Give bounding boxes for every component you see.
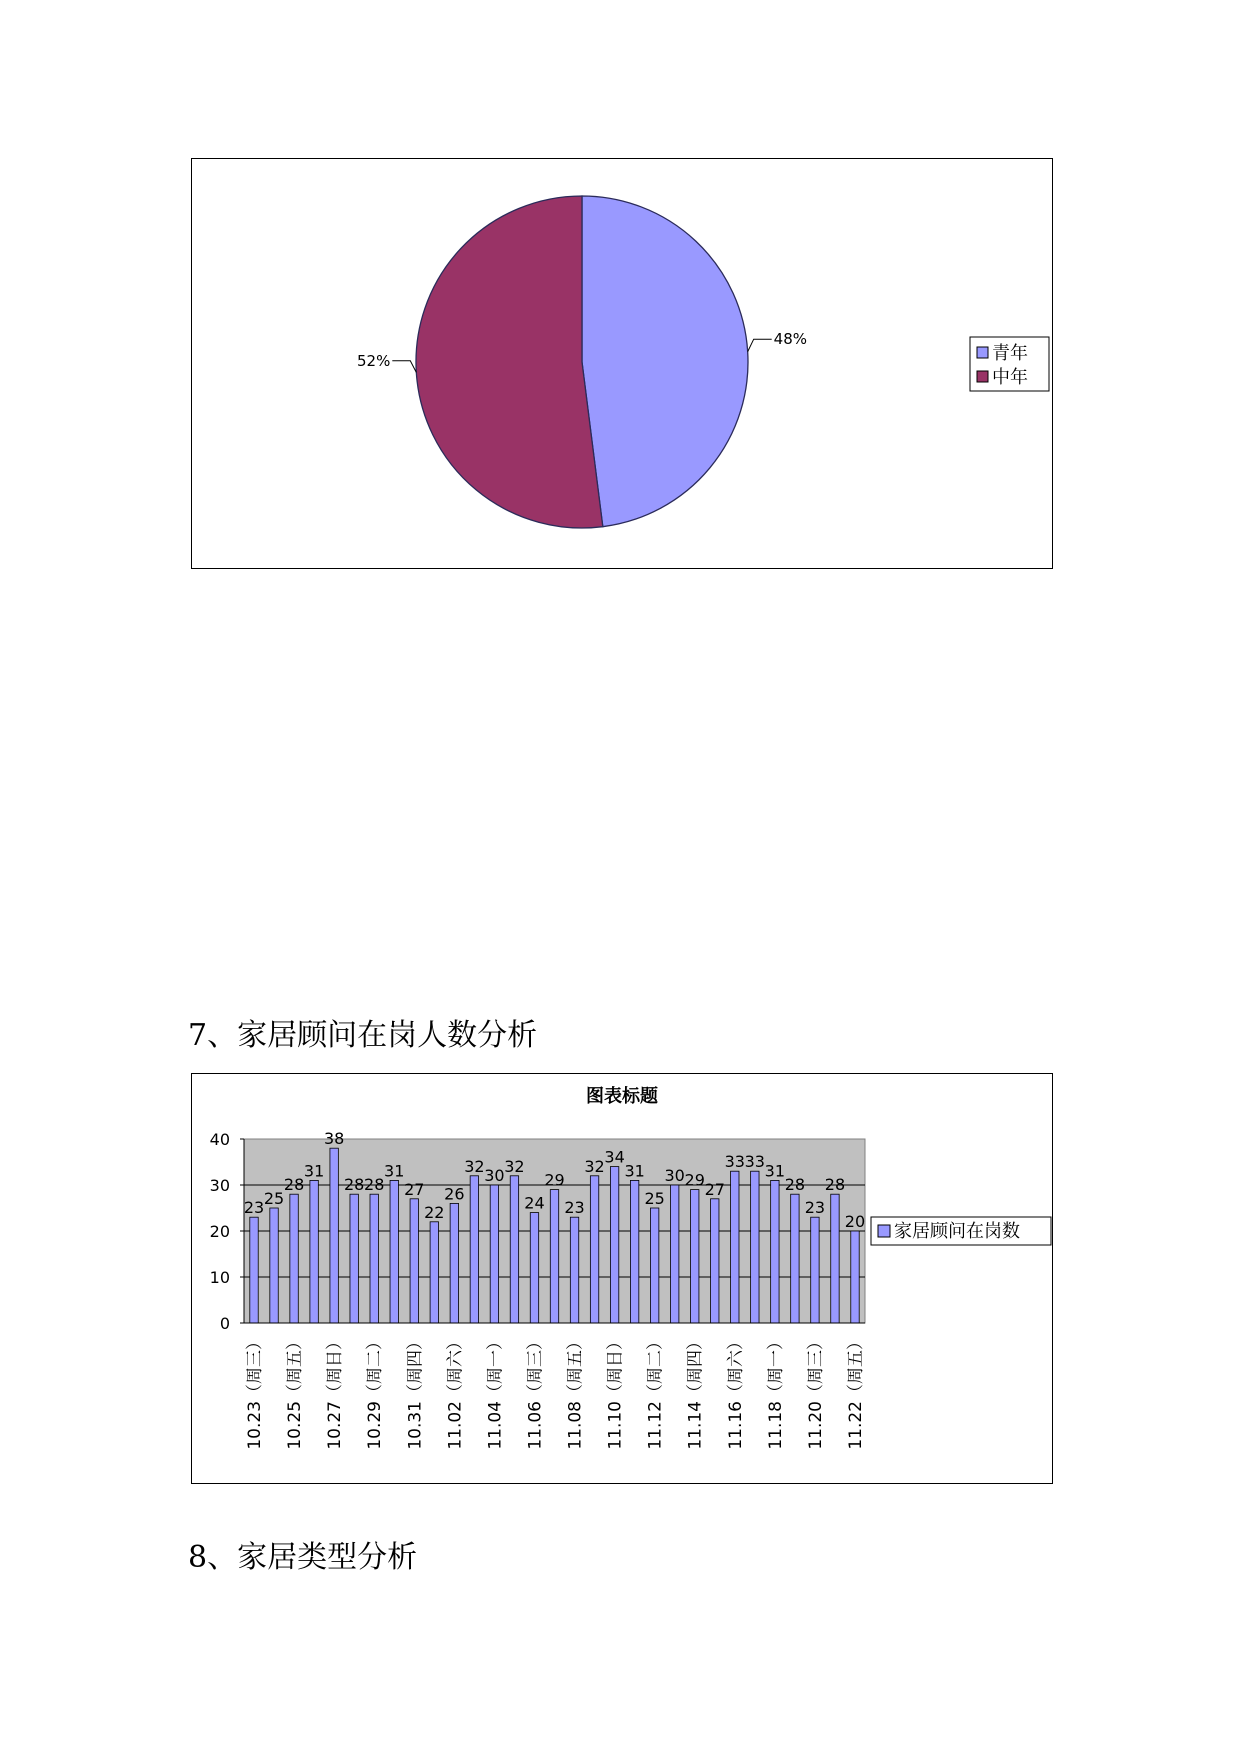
data-label-1: 25 [263,1189,285,1208]
data-label-13: 32 [504,1156,525,1176]
bar-20 [650,1208,658,1323]
data-label-9: 22 [424,1202,445,1222]
x-category-label-12: 11.16（周六） [725,1333,746,1450]
data-label-30: 20 [844,1212,866,1231]
data-label-16: 23 [564,1198,585,1218]
section-heading-8: 8、家居类型分析 [188,1540,418,1575]
y-tick-label-3: 30 [209,1176,230,1195]
pie-slice-label-1: 52% [356,351,391,370]
data-label-15: 29 [544,1170,565,1190]
bar-11 [470,1176,478,1323]
pie-slice-1 [416,196,603,528]
bar-14 [530,1213,538,1323]
y-tick-label-1: 10 [209,1268,230,1287]
pie-leader-line-0 [748,339,772,351]
bar-8 [410,1199,418,1323]
bar-30 [851,1231,859,1323]
bar-29 [831,1194,839,1323]
data-label-27: 28 [784,1175,806,1195]
bar-17 [590,1176,598,1323]
x-category-label-14: 11.20（周三） [805,1333,826,1450]
bar-22 [691,1190,699,1323]
pie-slice-label-0: 48% [773,330,808,349]
bar-25 [751,1171,759,1323]
x-category-label-13: 11.18（周一） [765,1333,786,1450]
data-label-22: 29 [684,1170,705,1190]
x-category-label-11: 11.14（周四） [685,1333,706,1450]
data-label-8: 27 [404,1179,425,1199]
data-label-14: 24 [524,1193,545,1213]
x-category-label-8: 11.08（周五） [565,1333,586,1450]
bar-0 [250,1217,258,1323]
pie-chart-canvas [192,159,1052,568]
x-category-label-0: 10.23（周三） [245,1333,266,1450]
data-label-19: 31 [624,1161,645,1181]
x-category-label-7: 11.06（周三） [525,1333,546,1450]
y-tick-label-0: 0 [219,1314,230,1333]
data-label-23: 27 [704,1179,725,1199]
staff-bar-chart [191,1073,1053,1484]
bar-6 [370,1194,378,1323]
y-tick-label-4: 40 [209,1130,230,1149]
y-tick-label-2: 20 [209,1222,230,1241]
x-category-label-15: 11.22（周五） [845,1333,866,1450]
bar-15 [550,1190,558,1323]
bar-legend-swatch [878,1225,890,1237]
bar-16 [570,1217,578,1323]
data-label-0: 23 [243,1198,265,1218]
chart-title: 图表标题 [586,1086,658,1107]
data-label-24: 33 [724,1152,745,1172]
data-label-28: 23 [804,1198,826,1218]
bar-21 [670,1185,678,1323]
bar-18 [610,1167,618,1323]
bar-2 [290,1194,298,1323]
age-pie-chart [191,158,1053,569]
data-label-11: 32 [464,1156,485,1176]
data-label-17: 32 [584,1156,605,1176]
data-label-3: 31 [303,1161,325,1181]
data-label-2: 28 [283,1175,305,1195]
data-label-6: 28 [364,1175,385,1195]
bar-5 [350,1194,358,1323]
x-category-label-5: 11.02（周六） [445,1333,466,1450]
x-category-label-4: 10.31（周四） [405,1333,426,1450]
data-label-18: 34 [604,1147,625,1167]
data-label-5: 28 [344,1175,365,1195]
data-label-21: 30 [664,1166,685,1185]
bar-27 [791,1194,799,1323]
bar-7 [390,1180,398,1323]
pie-legend-swatch-1 [977,371,988,382]
bar-12 [490,1185,498,1323]
data-label-7: 31 [384,1161,405,1181]
x-category-label-6: 11.04（周一） [485,1333,506,1450]
pie-slice-0 [582,196,748,527]
data-label-25: 33 [744,1152,765,1172]
bar-legend-label: 家居顾问在岗数 [894,1221,1020,1242]
bar-3 [310,1180,318,1323]
pie-legend-label-0: 青年 [992,343,1028,364]
x-category-label-10: 11.12（周二） [645,1333,666,1450]
x-category-label-1: 10.25（周五） [285,1333,306,1450]
bar-9 [430,1222,438,1323]
section-heading-7: 7、家居顾问在岗人数分析 [188,1018,538,1053]
bar-24 [731,1171,739,1323]
pie-leader-line-1 [392,361,416,373]
bar-13 [510,1176,518,1323]
bar-28 [811,1217,819,1323]
bar-10 [450,1203,458,1323]
bar-19 [630,1180,638,1323]
data-label-12: 30 [484,1166,505,1185]
bar-26 [771,1180,779,1323]
bar-23 [711,1199,719,1323]
x-category-label-3: 10.29（周二） [365,1333,386,1450]
bar-1 [270,1208,278,1323]
pie-legend-label-1: 中年 [992,367,1028,388]
data-label-4: 38 [323,1129,345,1149]
pie-legend-swatch-0 [977,347,988,358]
data-label-26: 31 [764,1161,786,1181]
x-category-label-2: 10.27（周日） [325,1333,346,1450]
bar-chart-canvas [192,1074,1052,1483]
data-label-10: 26 [444,1184,465,1204]
data-label-20: 25 [644,1189,665,1208]
bar-4 [330,1148,338,1323]
x-category-label-9: 11.10（周日） [605,1333,626,1450]
data-label-29: 28 [824,1175,846,1195]
